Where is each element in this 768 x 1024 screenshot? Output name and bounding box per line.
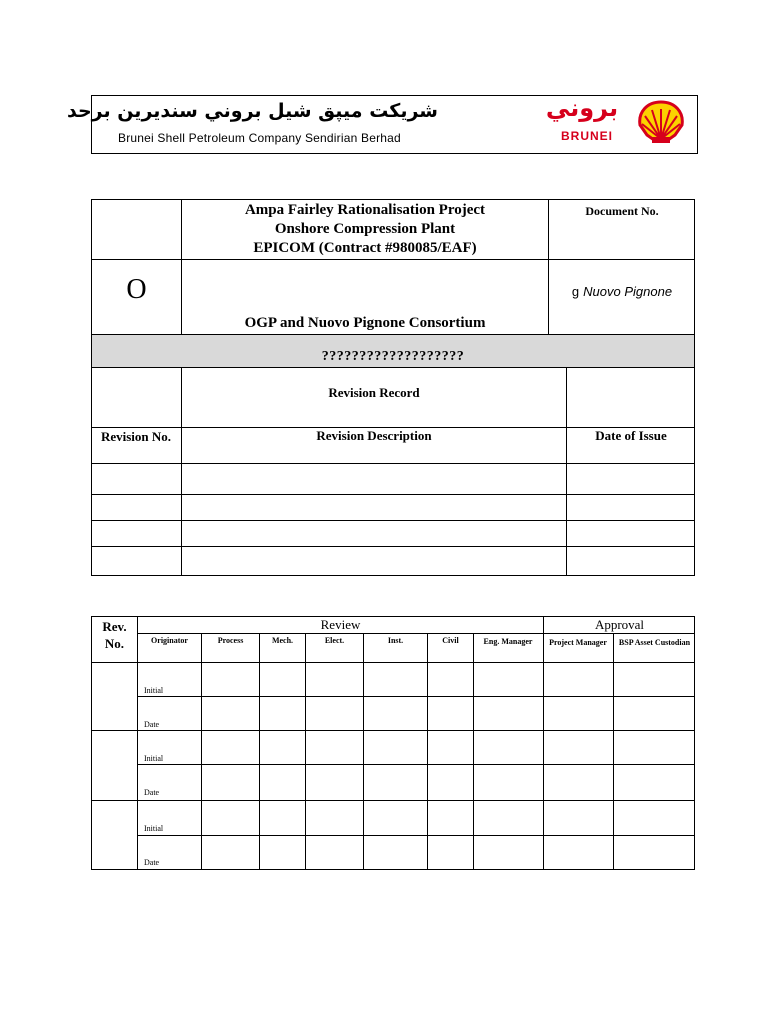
- revision-record-title: Revision Record: [328, 385, 420, 400]
- ogp-logo-letter: O: [126, 274, 147, 305]
- col-bsp-asset-custodian: BSP Asset Custodian: [618, 638, 691, 647]
- brunei-logo-jawi: بروني: [545, 94, 619, 122]
- review-header: Review: [320, 617, 361, 632]
- col-civil: Civil: [442, 636, 459, 645]
- date-label-1: Date: [144, 720, 160, 729]
- revision-description-header: Revision Description: [316, 428, 432, 443]
- company-name-jawi: شريكت ميپق شيل بروني سنديرين برحد: [66, 100, 438, 122]
- col-eng-manager: Eng. Manager: [483, 637, 533, 646]
- company-name: Brunei Shell Petroleum Company Sendirian Berhad: [118, 131, 401, 145]
- shell-logo-icon: [635, 99, 687, 145]
- col-elect: Elect.: [324, 636, 345, 645]
- col-process: Process: [217, 636, 244, 645]
- document-no-label: Document No.: [585, 204, 659, 218]
- initial-label-3: Initial: [144, 824, 164, 833]
- revision-no-header: Revision No.: [100, 429, 172, 444]
- approval-table: [91, 616, 695, 870]
- document-title: ???????????????????: [321, 349, 465, 364]
- approval-header: Approval: [594, 617, 645, 632]
- consortium-name: OGP and Nuovo Pignone Consortium: [244, 315, 486, 331]
- rev-no-header: Rev. No.: [102, 619, 127, 651]
- company-header: [66, 94, 698, 154]
- project-line-3: EPICOM (Contract #980085/EAF): [253, 240, 477, 256]
- brunei-logo-text: BRUNEI: [560, 129, 613, 143]
- date-label-3: Date: [144, 858, 160, 867]
- col-originator: Originator: [151, 636, 188, 645]
- project-line-1: Ampa Fairley Rationalisation Project: [244, 202, 486, 218]
- date-of-issue-header: Date of Issue: [595, 428, 667, 443]
- initial-label-1: Initial: [144, 686, 164, 695]
- col-project-manager: Project Manager: [549, 638, 607, 647]
- initial-label-2: Initial: [144, 754, 164, 763]
- nuovo-pignone-logo: [549, 283, 695, 301]
- date-label-2: Date: [144, 788, 160, 797]
- nuovo-pignone-name: Nuovo Pignone: [583, 284, 673, 299]
- col-mech: Mech.: [271, 636, 294, 645]
- col-inst: Inst.: [387, 636, 404, 645]
- nuovo-pignone-prefix: g: [571, 284, 580, 299]
- project-line-2: Onshore Compression Plant: [274, 221, 456, 237]
